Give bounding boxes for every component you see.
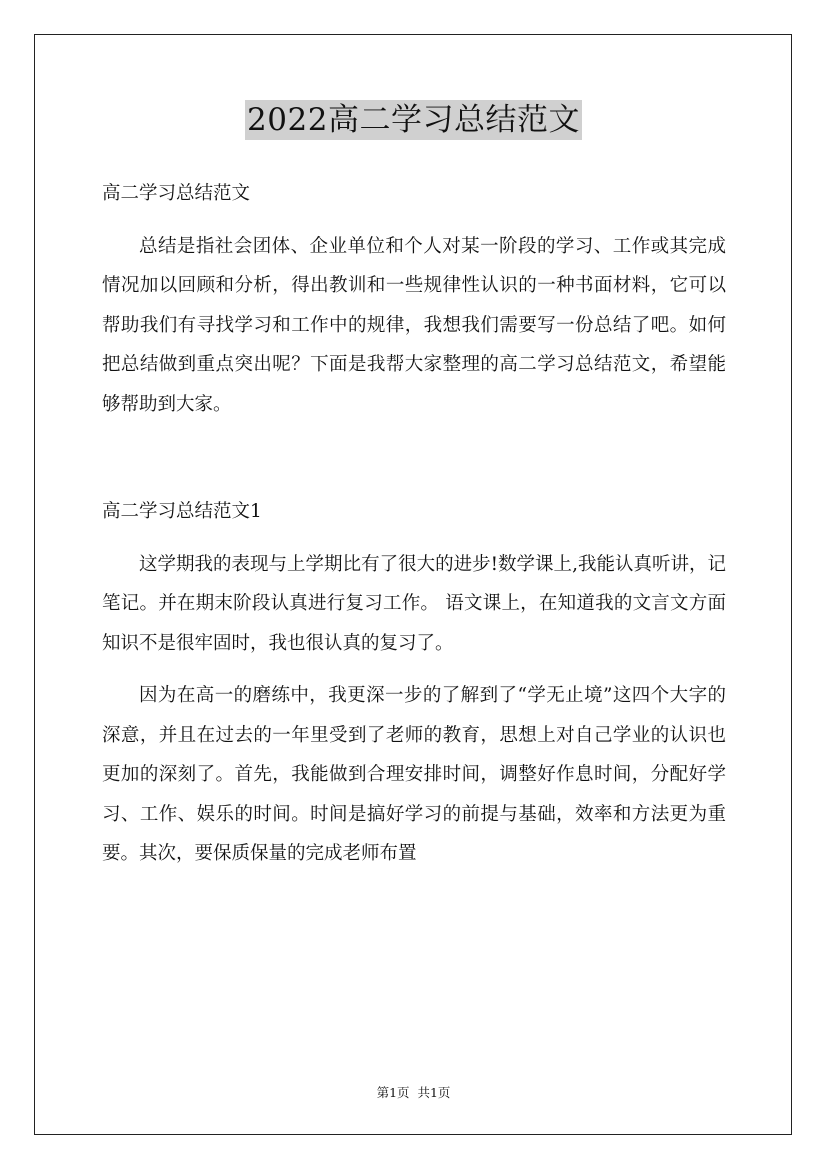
title-container <box>0 100 827 140</box>
document-title: 2022高二学习总结范文 <box>247 102 580 138</box>
paragraph: 总结是指社会团体、企业单位和个人对某一阶段的学习、工作或其完成情况加以回顾和分析，得出教训和一些规律性认识的一种书面材料，它可以帮助我们有寻找学习和工作中的规律，我想我们需要写一份总结了吧。如何把总结做到重点突出呢？下面是我帮大家整理的高二学习总结范文，希望能够帮助到大家。 <box>102 235 726 415</box>
section-heading: 高二学习总结范文 <box>102 183 251 204</box>
section-heading: 高二学习总结范文1 <box>102 501 262 522</box>
paragraph: 因为在高一的磨练中，我更深一步的了解到了“学无止境”这四个大字的深意，并且在过去的一年里受到了老师的教育，思想上对自己学业的认识也更加的深刻了。首先，我能做到合理安排时间，调整好作息时间，分配好学习、工作、娱乐的时间。时间是搞好学习的前提与基础，效率和方法更为重要。其次，要保质保量的完成老师布置 <box>102 685 726 864</box>
page-footer <box>0 1084 827 1102</box>
page-total: 共1页 <box>417 1085 451 1100</box>
page-number: 第1页 <box>376 1085 410 1100</box>
document-body <box>102 174 726 874</box>
paragraph: 这学期我的表现与上学期比有了很大的进步!数学课上,我能认真听讲，记笔记。并在期末阶段认真进行复习工作。 语文课上，在知道我的文言文方面知识不是很牢固时，我也很认真的复习了。 <box>102 553 726 654</box>
